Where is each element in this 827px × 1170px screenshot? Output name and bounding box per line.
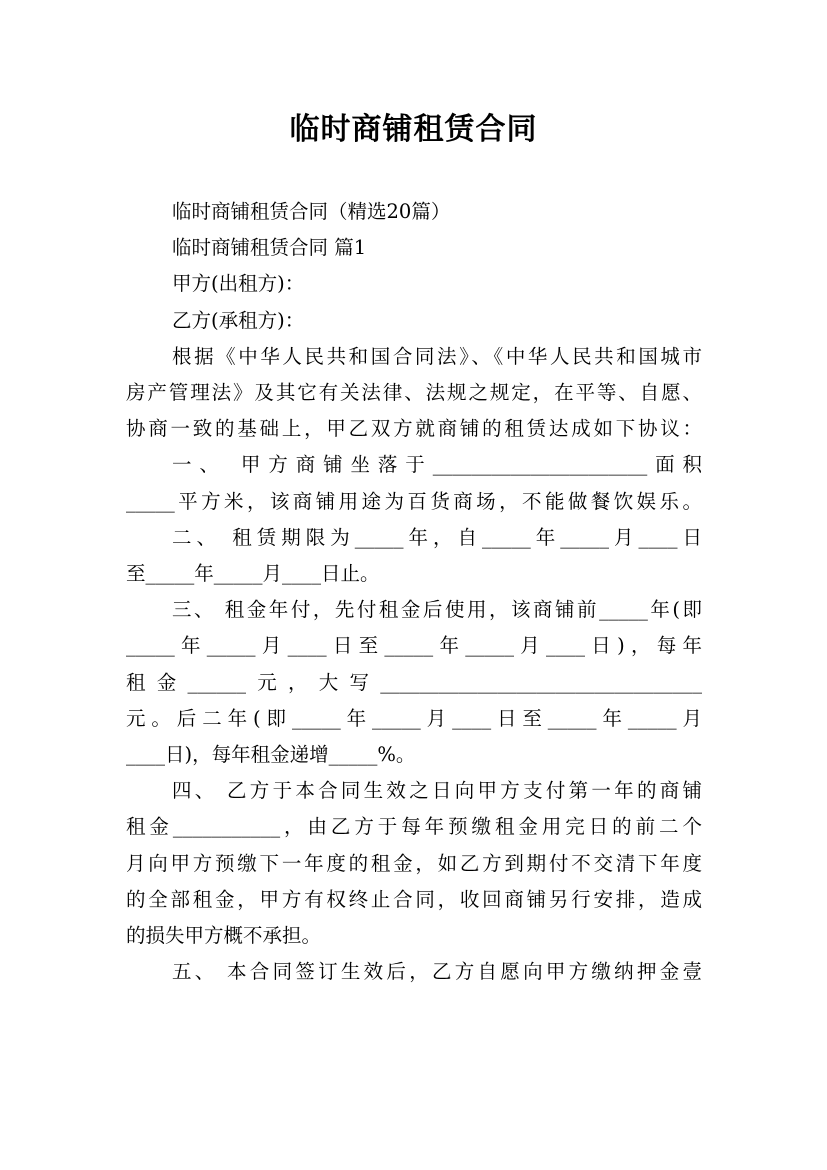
clause-3-line-5: ____日)，每年租金递增_____%。 xyxy=(126,743,416,767)
clause-4-line-3: 月向甲方预缴下一年度的租金，如乙方到期付不交清下年度 xyxy=(126,851,702,875)
clause-3-line-2: _____年_____月____日至_____年_____月____日)，每年 xyxy=(126,634,702,658)
document-body xyxy=(126,194,702,990)
party-b-line: 乙方(承租方)： xyxy=(172,308,305,332)
clause-4-line-1: 四、 乙方于本合同生效之日向甲方支付第一年的商铺 xyxy=(172,779,702,803)
clause-1-line-2: _____平方米，该商铺用途为百货商场，不能做餐饮娱乐。 xyxy=(126,489,702,513)
preamble-line-2: 房产管理法》及其它有关法律、法规之规定，在平等、自愿、 xyxy=(126,381,702,405)
preamble-line-1: 根据《中华人民共和国合同法》、《中华人民共和国城市 xyxy=(172,344,702,368)
clause-3-line-3: 租金______元，大写_________________________________ xyxy=(126,670,702,694)
clause-4-line-5: 的损失甲方概不承担。 xyxy=(126,924,322,948)
clause-5-line-1: 五、 本合同签订生效后，乙方自愿向甲方缴纳押金壹 xyxy=(172,960,702,984)
heading-part-1: 临时商铺租赁合同 篇1 xyxy=(172,236,367,260)
clause-2-line-1: 二、 租赁期限为_____年，自_____年_____月____日 xyxy=(172,525,702,549)
preamble-line-3: 协商一致的基础上，甲乙双方就商铺的租赁达成如下协议： xyxy=(126,417,702,441)
clause-2-line-2: 至_____年_____月____日止。 xyxy=(126,562,380,586)
clause-3-line-4: 元。后二年(即_____年_____月____日至_____年_____月 xyxy=(126,706,702,730)
party-a-line: 甲方(出租方)： xyxy=(172,272,305,296)
clause-3-line-1: 三、 租金年付，先付租金后使用，该商铺前_____年(即 xyxy=(172,598,702,622)
document-title: 临时商铺租赁合同 xyxy=(289,112,538,147)
heading-collection: 临时商铺租赁合同（精选20篇） xyxy=(172,200,451,223)
clause-1-line-1: 一、 甲方商铺坐落于______________________面积 xyxy=(172,453,702,477)
clause-4-line-4: 的全部租金，甲方有权终止合同，收回商铺另行安排，造成 xyxy=(126,887,702,911)
clause-4-line-2: 租金___________，由乙方于每年预缴租金用完日的前二个 xyxy=(126,815,702,839)
